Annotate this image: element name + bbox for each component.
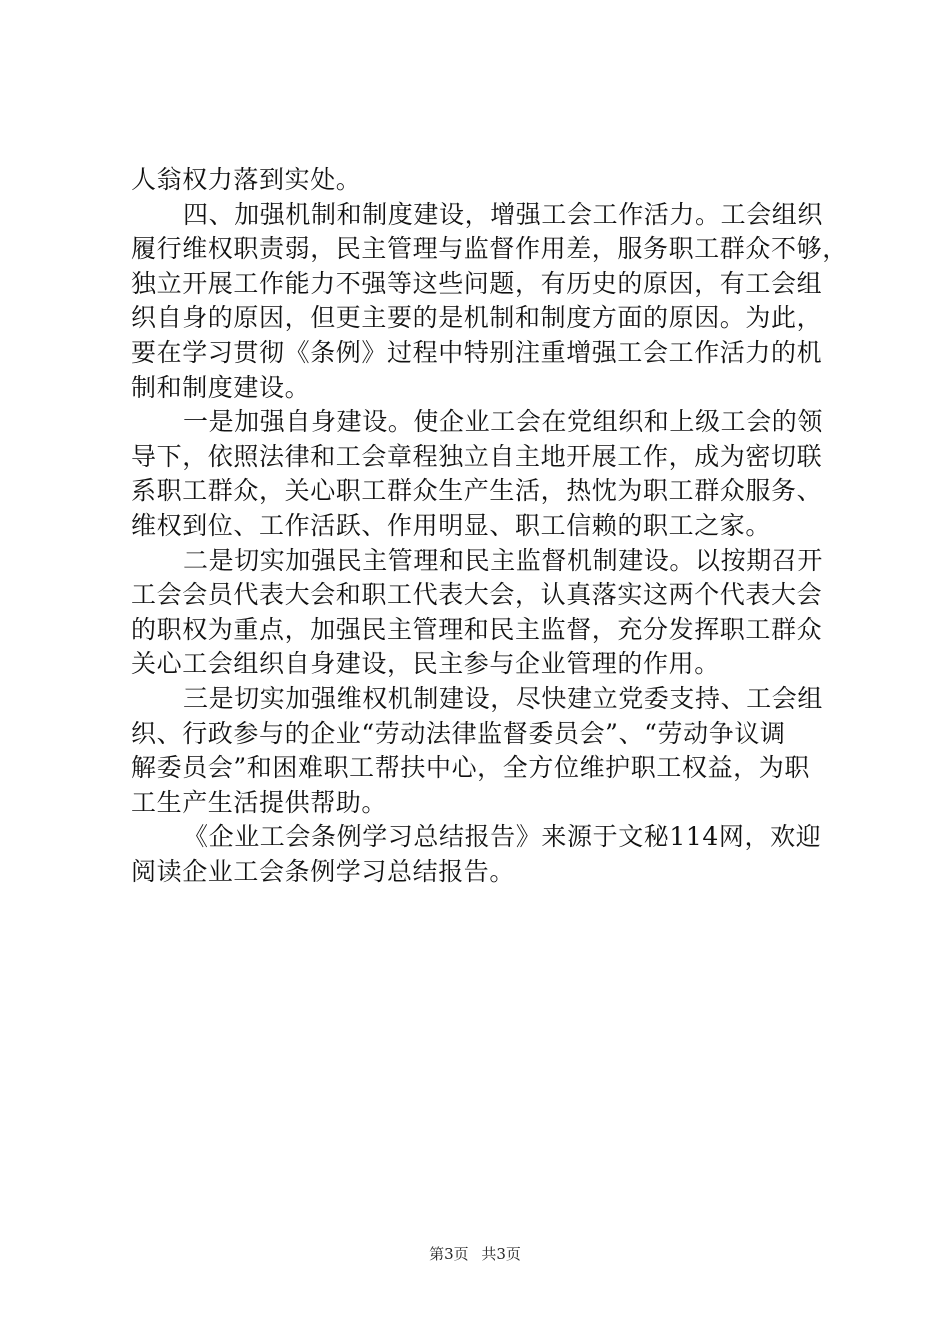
body-line: 制和制度建设。	[131, 372, 311, 402]
body-line: 关心工会组织自身建设，民主参与企业管理的作用。	[131, 649, 720, 679]
body-line: 工生产生活提供帮助。	[131, 787, 388, 817]
body-line: 织自身的原因，但更主要的是机制和制度方面的原因。为此，	[131, 303, 823, 333]
body-line: 阅读企业工会条例学习总结报告。	[131, 856, 516, 886]
body-line: 系职工群众，关心职工群众生产生活，热忱为职工群众服务、	[131, 476, 823, 506]
page-number: 第3页	[429, 1245, 469, 1263]
page-total: 共3页	[481, 1245, 521, 1263]
body-line: 的职权为重点，加强民主管理和民主监督，充分发挥职工群众	[131, 614, 823, 644]
body-line: 解委员会”和困难职工帮扶中心，全方位维护职工权益，为职	[131, 753, 810, 783]
paragraph-heading-four: 四、加强机制和制度建设，增强工会工作活力。工会组织	[183, 199, 824, 229]
body-line: 导下，依照法律和工会章程独立自主地开展工作，成为密切联	[131, 441, 823, 471]
source-note: 《企业工会条例学习总结报告》来源于文秘114网，欢迎	[183, 822, 822, 852]
body-line: 独立开展工作能力不强等这些问题，有历史的原因，有工会组	[131, 268, 823, 298]
paragraph-item-two: 二是切实加强民主管理和民主监督机制建设。以按期召开	[183, 545, 824, 575]
body-line: 维权到位、工作活跃、作用明显、职工信赖的职工之家。	[131, 510, 772, 540]
document-body	[131, 163, 848, 889]
paragraph-item-one: 一是加强自身建设。使企业工会在党组织和上级工会的领	[183, 407, 824, 437]
body-line: 履行维权职责弱，民主管理与监督作用差，服务职工群众不够，	[131, 234, 848, 264]
body-line: 要在学习贯彻《条例》过程中特别注重增强工会工作活力的机	[131, 337, 823, 367]
page-footer	[0, 1244, 950, 1264]
body-line: 工会会员代表大会和职工代表大会，认真落实这两个代表大会	[131, 580, 823, 610]
body-line: 织、行政参与的企业“劳动法律监督委员会”、“劳动争议调	[131, 718, 786, 748]
body-line: 人翁权力落到实处。	[131, 165, 362, 194]
paragraph-item-three: 三是切实加强维权机制建设，尽快建立党委支持、工会组	[183, 683, 824, 713]
